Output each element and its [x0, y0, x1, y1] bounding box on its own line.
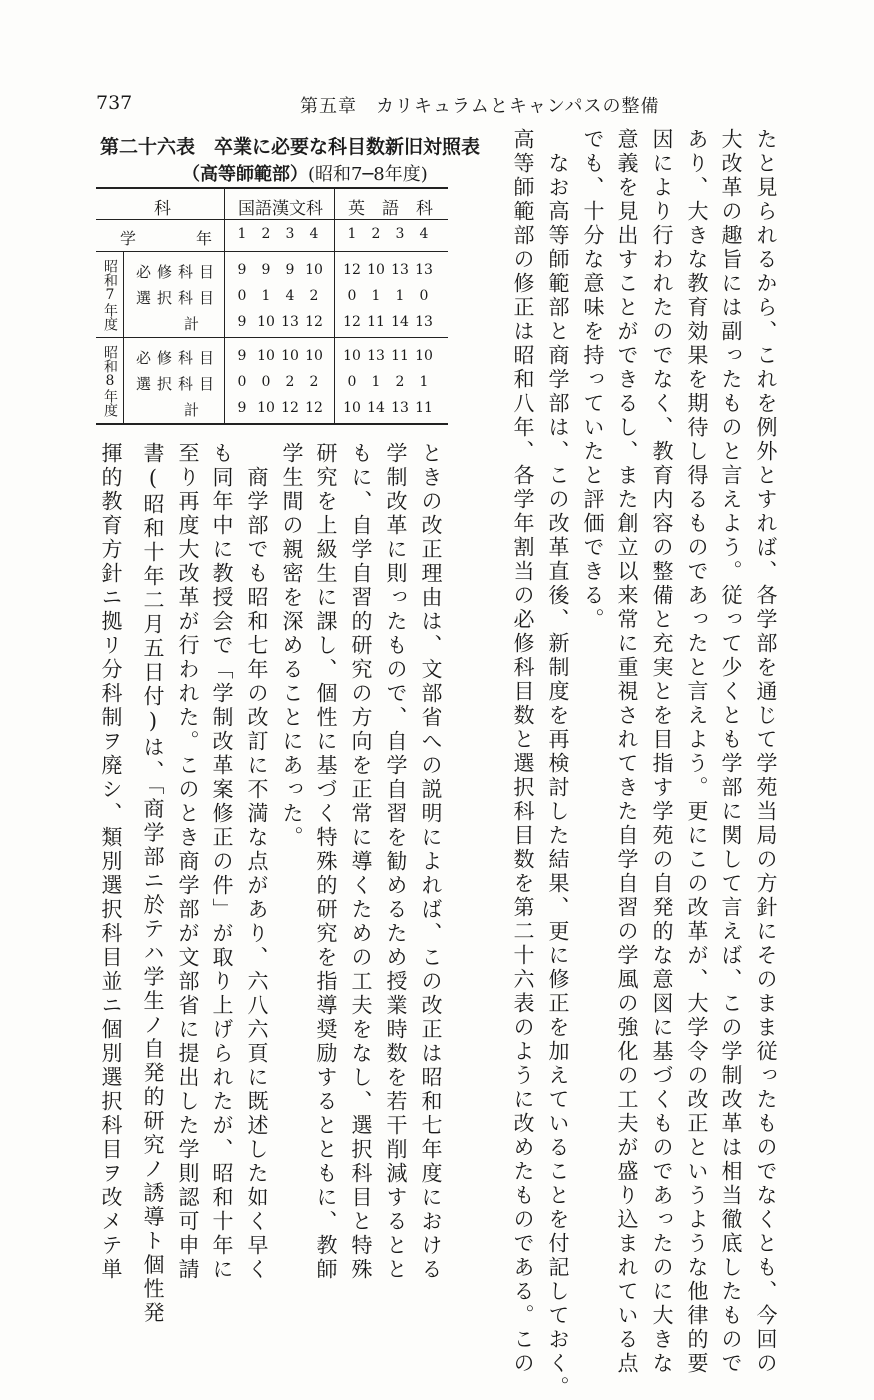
table-row: 0 1 4 2 [237, 288, 319, 304]
table-rule [96, 187, 448, 189]
page-number: 737 [96, 92, 133, 114]
group-year-label: 昭和8年度 [102, 345, 118, 417]
year-label-left: 学 [120, 229, 137, 248]
text-column: 大改革の趣旨には副ったものと言えよう。従って少くとも学部に関して言えば、この学制改革は相当徹底したもので [719, 128, 743, 1376]
header-dept-japanese: 国語漢文科 [238, 199, 323, 219]
table-row: 0 1 2 1 [347, 374, 429, 390]
text-column: 揮的教育方針ニ拠リ分科制ヲ廃シ、類別選択科目並ニ個別選択科目ヲ改メテ単 [99, 442, 123, 1282]
table-rule [96, 423, 448, 425]
table-subtitle-dept: （高等師範部） [182, 164, 308, 185]
text-column: も同年中に教授会で「学制改革案修正の件」が取り上げられたが、昭和十年に [210, 442, 234, 1282]
table-row: 0 1 1 0 [347, 288, 429, 304]
table-row: 9 10 10 10 [237, 348, 323, 364]
row-label-total: 計 [184, 315, 206, 333]
header-dept-english: 英 語 科 [348, 199, 433, 219]
text-column: ときの改正理由は、文部省への説明によれば、この改正は昭和七年度における [419, 442, 443, 1282]
table-rule [96, 337, 448, 338]
text-column: たと見られるから、これを例外とすれば、各学部を通じて学苑当局の方針にそのまま従ったものでなくとも、今回の [754, 128, 778, 1376]
text-column: 研究を上級生に課し、個性に基づく特殊的研究を指導奨励するとともに、教師 [314, 442, 338, 1282]
group-year-label: 昭和7年度 [102, 259, 118, 331]
table-subtitle [182, 160, 428, 186]
text-column: 意義を見出すことができるし、また創立以来常に重視されてきた自学自習の学風の強化の工夫が盛り込まれている点 [615, 128, 639, 1376]
curriculum-table [96, 187, 448, 425]
text-column: 書(昭和十年二月五日付)は、「商学部ニ於テハ学生ノ自発的研究ノ誘導ト個性発 [141, 442, 165, 1326]
text-column: でも、十分な意味を持っていたと評価できる。 [581, 128, 605, 632]
row-label-elective: 選択科目 [136, 375, 221, 393]
year-label-right: 年 [196, 229, 213, 248]
text-column: 高等師範部の修正は昭和八年、各学年割当の必修科目数と選択科目数を第二十六表のように改めたものである。この [511, 128, 535, 1376]
text-column: もに、自学自習的研究の方向を正常に導くための工夫をなし、選択科目と特殊 [349, 442, 373, 1282]
running-title: 第五章 カリキュラムとキャンパスの整備 [300, 96, 660, 117]
table-divider [224, 187, 225, 425]
table-row: 12 11 14 13 [343, 314, 433, 330]
row-label-required: 必修科目 [136, 349, 221, 367]
text-column: 至り再度大改革が行われた。このとき商学部が文部省に提出した学則認可申請 [176, 442, 200, 1282]
header-subject: 科 [154, 199, 171, 219]
table-row: 0 0 2 2 [237, 374, 319, 390]
year-numbers-en: 1 2 3 4 [347, 226, 429, 242]
table-row: 10 13 11 10 [343, 348, 433, 364]
text-column: 学生間の親密を深めることにあった。 [280, 442, 304, 850]
row-label-elective: 選択科目 [136, 289, 221, 307]
text-column: あり、大きな教育効果を期待し得るものであったと言えよう。更にこの改革が、大学令の改正というような他律的要 [685, 128, 709, 1376]
table-divider [334, 187, 335, 425]
table-subtitle-years: (昭和7─8年度) [308, 164, 428, 185]
table-title: 第二十六表 卒業に必要な科目数新旧対照表 [100, 136, 481, 158]
table-row: 9 10 13 12 [237, 314, 323, 330]
text-column: 商学部でも昭和七年の改訂に不満な点があり、六八六頁に既述した如く早く [245, 442, 269, 1282]
text-column: なお高等師範部と商学部は、この改革直後、新制度を再検討した結果、更に修正を加えていることを付記しておく。 [546, 128, 570, 1400]
table-rule [96, 251, 448, 252]
table-row: 10 14 13 11 [343, 400, 433, 416]
table-row: 9 10 12 12 [237, 400, 323, 416]
table-rule [96, 219, 448, 220]
table-divider [123, 251, 124, 425]
text-column: 学制改革に則ったもので、自学自習を勧めるため授業時数を若干削減するとと [384, 442, 408, 1282]
text-column: 因により行われたのでなく、教育内容の整備と充実とを目指す学苑の自発的な意図に基づくものであったのに大きな [650, 128, 674, 1376]
table-row: 9 9 9 10 [237, 262, 323, 278]
row-label-total: 計 [184, 401, 206, 419]
row-label-required: 必修科目 [136, 263, 221, 281]
year-numbers-jp: 1 2 3 4 [237, 226, 319, 242]
table-row: 12 10 13 13 [343, 262, 433, 278]
